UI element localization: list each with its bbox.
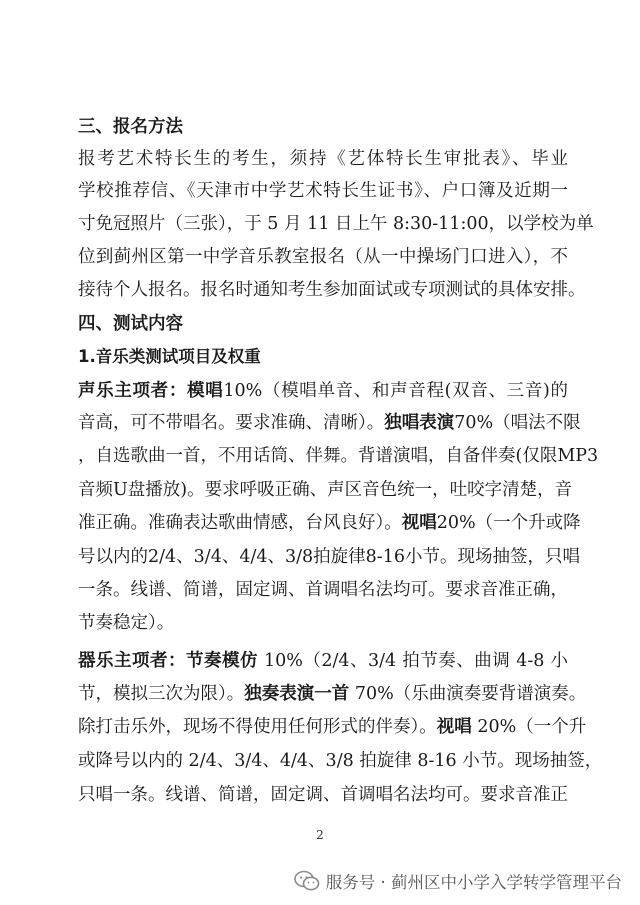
vocal-text: 70%（唱法不限 — [454, 413, 581, 433]
instrument-line-2 — [78, 683, 587, 705]
vocal-text: 20%（一个升或降 — [436, 513, 581, 533]
wechat-icon — [294, 870, 320, 892]
instrument-item-sightsinging: 视唱 — [436, 717, 472, 737]
instrument-text: 70%（乐曲演奏要背谱演奏。 — [349, 684, 587, 704]
instrument-text: 20%（一个升 — [471, 717, 587, 737]
vocal-item-sightsinging: 视唱 — [401, 513, 437, 533]
vocal-item-imitation: 模唱 — [187, 381, 224, 401]
instrument-text: 除打击乐外，现场不得使用任何形式的伴奏）。 — [78, 717, 437, 737]
instrument-line-5: 只唱一条。线谱、简谱，固定调、首调唱名法均可。要求音准正 — [78, 785, 568, 805]
vocal-text: 音高，可不带唱名。要求准确、清晰）。 — [78, 413, 385, 433]
instrument-text: 10%（2/4、3/4 拍节奏、曲调 4-8 小 — [257, 651, 569, 671]
vocal-line-3: ，自选歌曲一首，不用话筒、伴舞。背谱演唱，自备伴奏(仅限MP3 — [78, 446, 599, 466]
instrument-line-1 — [78, 650, 568, 672]
paragraph-line: 学校推荐信、《天津市中学艺术特长生证书》、户口簿及近期一 — [78, 181, 568, 201]
vocal-line-4: 音频U盘播放)。要求呼吸正确、声区音色统一，吐咬字清楚，音 — [78, 480, 573, 500]
section-heading-test-content: 四、测试内容 — [78, 314, 183, 334]
instrument-line-3 — [78, 716, 587, 738]
vocal-item-solo: 独唱表演 — [384, 413, 455, 433]
vocal-line-2 — [78, 412, 581, 434]
vocal-line-5 — [78, 512, 581, 534]
vocal-line-8: 节奏稳定）。 — [78, 613, 175, 633]
page-number: 2 — [316, 828, 324, 842]
vocal-line-1 — [78, 380, 568, 402]
vocal-label: 声乐主项者： — [78, 381, 188, 401]
paragraph-line: 寸免冠照片（三张），于 5 月 11 日上午 8:30-11:00，以学校为单 — [78, 214, 594, 234]
subsection-heading-music: 1.音乐类测试项目及权重 — [78, 347, 261, 366]
vocal-text: 准正确。准确表达歌曲情感，台风良好）。 — [78, 513, 402, 533]
watermark-text: 服务号 · 蓟州区中小学入学转学管理平台 — [325, 873, 622, 892]
instrument-item-solo: 独奏表演一首 — [244, 684, 350, 704]
section-heading-registration: 三、报名方法 — [78, 117, 183, 137]
paragraph-line: 接待个人报名。报名时通知考生参加面试或专项测试的具体安排。 — [78, 280, 586, 300]
paragraph-line: 报考艺术特长生的考生，须持《艺体特长生审批表》、毕业 — [78, 149, 568, 169]
instrument-text: 节，模拟三次为限）。 — [78, 684, 245, 704]
paragraph-line: 位到蓟州区第一中学音乐教室报名（从一中操场门口进入），不 — [78, 247, 568, 267]
instrument-line-4: 或降号以内的 2/4、3/4、4/4、3/8 拍旋律 8-16 小节。现场抽签， — [78, 751, 603, 771]
vocal-line-6: 号以内的2/4、3/4、4/4、3/8拍旋律8-16小节。现场抽签，只唱 — [78, 547, 580, 567]
vocal-line-7: 一条。线谱、简谱，固定调、首调唱名法均可。要求音准正确， — [78, 580, 568, 600]
watermark-footer — [294, 868, 622, 894]
instrument-label: 器乐主项者：节奏模仿 — [78, 651, 258, 671]
vocal-text: 10%（模唱单音、和声音程(双音、三音)的 — [223, 381, 568, 401]
